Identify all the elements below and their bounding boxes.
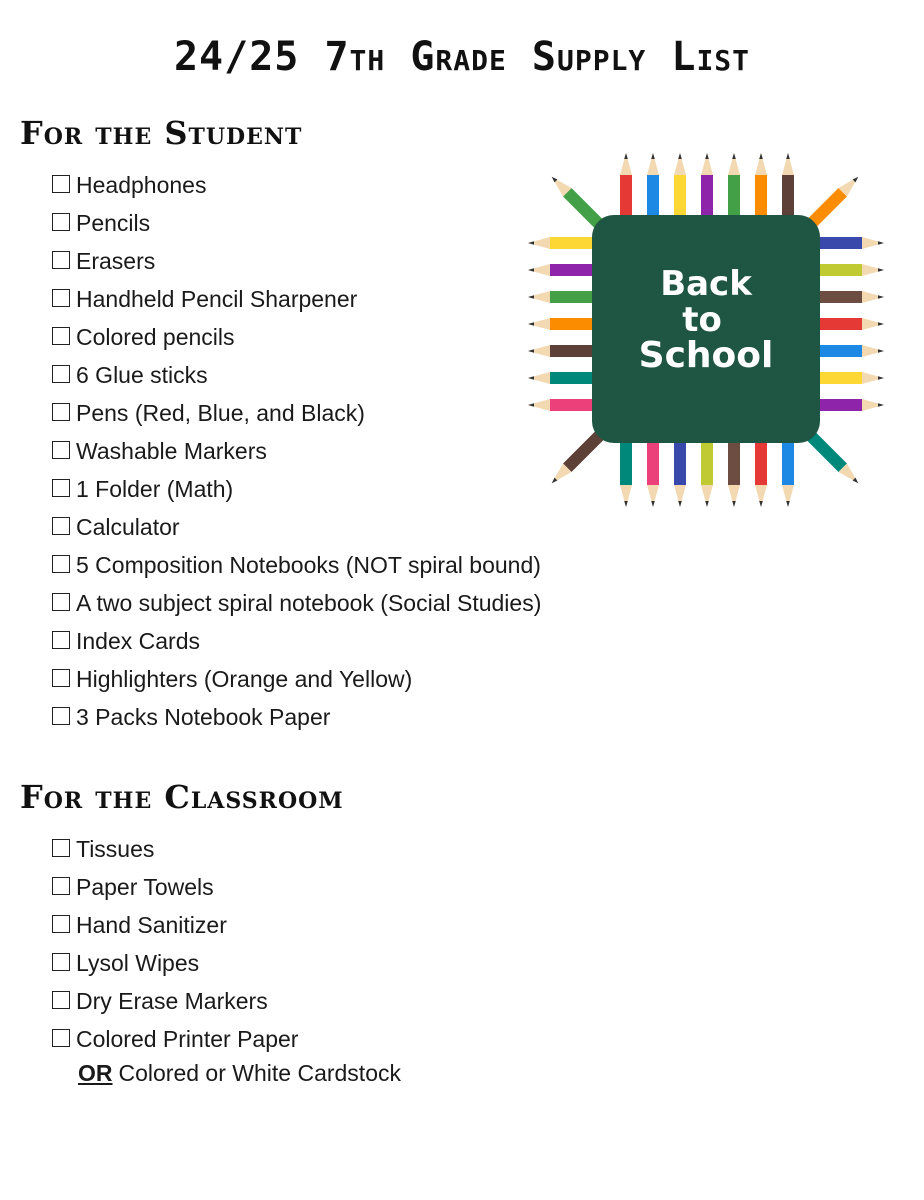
classroom-item-label: Lysol Wipes xyxy=(76,949,200,976)
classroom-item-label: Paper Towels xyxy=(76,873,214,900)
checkbox[interactable] xyxy=(52,991,70,1009)
student-item-label: 1 Folder (Math) xyxy=(76,475,234,502)
pencil xyxy=(620,153,632,219)
student-item xyxy=(52,584,541,622)
pencil xyxy=(620,441,632,507)
student-item-label: Erasers xyxy=(76,247,156,274)
student-item xyxy=(52,356,541,394)
checkbox[interactable] xyxy=(52,403,70,421)
checkbox[interactable] xyxy=(52,289,70,307)
classroom-supply-list xyxy=(52,830,298,1058)
classroom-item xyxy=(52,944,298,982)
classroom-item xyxy=(52,982,298,1020)
checkbox[interactable] xyxy=(52,327,70,345)
checkbox[interactable] xyxy=(52,1029,70,1047)
pencil xyxy=(818,318,884,330)
student-item-label: Handheld Pencil Sharpener xyxy=(76,285,358,312)
classroom-item-label: Hand Sanitizer xyxy=(76,911,227,938)
classroom-item-label: Colored Printer Paper xyxy=(76,1025,299,1052)
student-item-label: Pens (Red, Blue, and Black) xyxy=(76,399,365,426)
student-item xyxy=(52,280,541,318)
pencil xyxy=(674,153,686,219)
checkbox[interactable] xyxy=(52,877,70,895)
classroom-item xyxy=(52,1020,298,1058)
pencil xyxy=(755,441,767,507)
alternative-note xyxy=(78,1058,401,1088)
student-item xyxy=(52,204,541,242)
pencil xyxy=(528,372,594,384)
checkbox[interactable] xyxy=(52,669,70,687)
pencil xyxy=(528,237,594,249)
pencil xyxy=(782,441,794,507)
student-item-label: Highlighters (Orange and Yellow) xyxy=(76,665,413,692)
student-item xyxy=(52,508,541,546)
checkbox[interactable] xyxy=(52,517,70,535)
checkbox[interactable] xyxy=(52,213,70,231)
pencil xyxy=(818,345,884,357)
chalkboard-text-line-3: School xyxy=(638,335,774,376)
pencil xyxy=(728,153,740,219)
classroom-item xyxy=(52,868,298,906)
student-item xyxy=(52,622,541,660)
student-item xyxy=(52,166,541,204)
classroom-item-label: Dry Erase Markers xyxy=(76,987,268,1014)
pencil xyxy=(528,399,594,411)
student-item-label: Calculator xyxy=(76,513,180,540)
student-item-label: 3 Packs Notebook Paper xyxy=(76,703,331,730)
back-to-school-illustration xyxy=(520,145,890,515)
checkbox[interactable] xyxy=(52,953,70,971)
checkbox[interactable] xyxy=(52,365,70,383)
student-item xyxy=(52,470,541,508)
student-item-label: Pencils xyxy=(76,209,151,236)
student-item xyxy=(52,432,541,470)
checkbox[interactable] xyxy=(52,593,70,611)
checkbox[interactable] xyxy=(52,555,70,573)
student-item-label: A two subject spiral notebook (Social Studies) xyxy=(76,589,542,616)
pencil xyxy=(674,441,686,507)
checkbox[interactable] xyxy=(52,479,70,497)
pencil xyxy=(528,264,594,276)
pencil xyxy=(755,153,767,219)
pencil xyxy=(528,345,594,357)
classroom-item xyxy=(52,906,298,944)
page-title: 24/25 7th Grade Supply List xyxy=(173,34,751,80)
pencil xyxy=(818,372,884,384)
student-item-label: 6 Glue sticks xyxy=(76,361,208,388)
chalkboard-text-line-1: Back xyxy=(660,264,752,304)
student-item-label: Washable Markers xyxy=(76,437,267,464)
pencil xyxy=(818,237,884,249)
student-supply-list xyxy=(52,166,541,736)
student-item xyxy=(52,698,541,736)
student-item xyxy=(52,660,541,698)
student-item xyxy=(52,546,541,584)
or-word: OR xyxy=(78,1059,113,1086)
checkbox[interactable] xyxy=(52,175,70,193)
classroom-item-label: Tissues xyxy=(76,835,155,862)
pencil xyxy=(701,441,713,507)
alternative-note-text: Colored or White Cardstock xyxy=(118,1059,401,1086)
student-item xyxy=(52,242,541,280)
student-item-label: Index Cards xyxy=(76,627,201,654)
student-item-label: Headphones xyxy=(76,171,207,198)
chalkboard-text-line-2: to xyxy=(682,300,722,340)
student-item-label: 5 Composition Notebooks (NOT spiral bound) xyxy=(76,551,541,578)
pencil xyxy=(647,441,659,507)
section-heading-classroom: For the Classroom xyxy=(20,778,344,816)
student-item-label: Colored pencils xyxy=(76,323,235,350)
pencil xyxy=(818,399,884,411)
checkbox[interactable] xyxy=(52,707,70,725)
checkbox[interactable] xyxy=(52,631,70,649)
classroom-item xyxy=(52,830,298,868)
pencil xyxy=(647,153,659,219)
pencil xyxy=(528,318,594,330)
student-item xyxy=(52,394,541,432)
checkbox[interactable] xyxy=(52,839,70,857)
section-heading-student: For the Student xyxy=(20,114,303,152)
student-item xyxy=(52,318,541,356)
pencil xyxy=(782,153,794,219)
pencil xyxy=(528,291,594,303)
pencil xyxy=(818,264,884,276)
pencil xyxy=(701,153,713,219)
checkbox[interactable] xyxy=(52,251,70,269)
checkbox[interactable] xyxy=(52,915,70,933)
pencil xyxy=(547,428,606,487)
checkbox[interactable] xyxy=(52,441,70,459)
pencil xyxy=(818,291,884,303)
pencil xyxy=(728,441,740,507)
